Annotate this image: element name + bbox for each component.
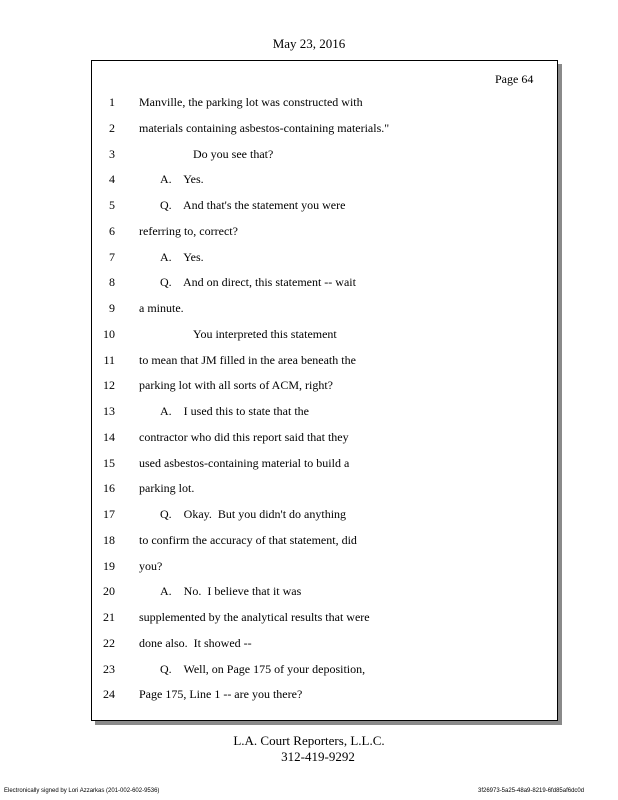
reporter-company: L.A. Court Reporters, L.L.C. bbox=[233, 733, 385, 748]
reporter-phone: 312-419-9292 bbox=[281, 749, 355, 764]
line-number: 3 bbox=[109, 147, 115, 161]
line-number: 22 bbox=[103, 636, 115, 650]
line-number: 16 bbox=[103, 481, 115, 495]
document-id: 3f26973-5a25-48a9-8219-6fd85af6dc0d bbox=[478, 788, 585, 794]
transcript-line-text: Manville, the parking lot was constructed with bbox=[139, 95, 363, 109]
line-number: 20 bbox=[103, 584, 115, 598]
transcript-line-text: Do you see that? bbox=[193, 147, 274, 161]
transcript-line-text: Q. And that's the statement you were bbox=[160, 198, 346, 212]
page-number: Page 64 bbox=[495, 72, 534, 86]
line-number: 17 bbox=[103, 507, 115, 521]
transcript-line-text: materials containing asbestos-containing materials." bbox=[139, 121, 390, 135]
transcript-line-text: used asbestos-containing material to build a bbox=[139, 456, 350, 470]
transcript-line-text: to mean that JM filled in the area beneath the bbox=[139, 353, 356, 367]
transcript-line-text: Page 175, Line 1 -- are you there? bbox=[139, 687, 303, 701]
line-number: 7 bbox=[109, 250, 115, 264]
transcript-line-text: supplemented by the analytical results that were bbox=[139, 610, 370, 624]
line-number: 21 bbox=[103, 610, 115, 624]
line-number: 19 bbox=[103, 559, 115, 573]
line-number: 23 bbox=[103, 662, 115, 676]
line-number: 24 bbox=[103, 687, 115, 701]
transcript-line-text: contractor who did this report said that they bbox=[139, 430, 349, 444]
transcript-line-text: A. I used this to state that the bbox=[160, 404, 309, 418]
transcript-line-text: Q. Okay. But you didn't do anything bbox=[160, 507, 347, 521]
line-number: 1 bbox=[109, 95, 115, 109]
transcript-line-text: parking lot. bbox=[139, 481, 195, 495]
transcript-line-text: Q. And on direct, this statement -- wait bbox=[160, 275, 356, 289]
transcript-line-text: Q. Well, on Page 175 of your deposition, bbox=[160, 662, 366, 676]
line-number: 18 bbox=[103, 533, 115, 547]
line-number: 6 bbox=[109, 224, 115, 238]
electronic-signature: Electronically signed by Lori Azzarkas (201-002-602-9536) bbox=[4, 788, 160, 794]
line-number: 14 bbox=[103, 430, 115, 444]
transcript-line-text: a minute. bbox=[139, 301, 184, 315]
line-number: 8 bbox=[109, 275, 115, 289]
transcript-line-text: done also. It showed -- bbox=[139, 636, 252, 650]
line-number: 9 bbox=[109, 301, 115, 315]
line-number: 12 bbox=[103, 378, 115, 392]
transcript-line-text: to confirm the accuracy of that statement, did bbox=[139, 533, 357, 547]
line-number: 11 bbox=[103, 353, 115, 367]
line-number: 10 bbox=[103, 327, 115, 341]
line-number: 5 bbox=[109, 198, 115, 212]
transcript-date: May 23, 2016 bbox=[272, 36, 346, 51]
transcript-line-text: you? bbox=[139, 559, 163, 573]
line-number: 4 bbox=[109, 172, 115, 186]
transcript-line-text: A. Yes. bbox=[160, 250, 204, 264]
transcript-line-text: A. Yes. bbox=[160, 172, 204, 186]
line-number: 13 bbox=[103, 404, 115, 418]
transcript-line-text: parking lot with all sorts of ACM, right? bbox=[139, 378, 333, 392]
line-number: 2 bbox=[109, 121, 115, 135]
line-number: 15 bbox=[103, 456, 115, 470]
transcript-line-text: referring to, correct? bbox=[139, 224, 238, 238]
transcript-line-text: A. No. I believe that it was bbox=[160, 584, 302, 598]
transcript-line-text: You interpreted this statement bbox=[193, 327, 337, 341]
